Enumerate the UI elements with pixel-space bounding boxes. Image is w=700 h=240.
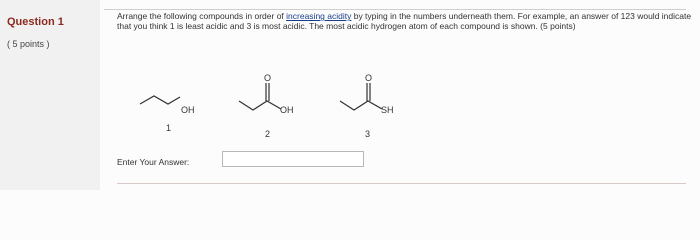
compound-3-carbonyl-o: O <box>365 73 373 83</box>
bottom-divider <box>117 183 686 184</box>
compound-2-structure <box>239 73 294 139</box>
answer-input[interactable] <box>222 151 364 167</box>
compound-2-group: OH <box>280 105 294 115</box>
prompt-text-end: by typing in the numbers underneath them. For example, an answer of 123 would indicate that you think 1 is least acidic and 3 is most acidic. The most acidic hydrogen atom of each compound is shown. (5 points) <box>117 11 692 31</box>
compound-3-group: SH <box>381 105 394 115</box>
answer-label: Enter Your Answer: <box>117 157 190 167</box>
compound-2-carbonyl-o: O <box>264 73 272 83</box>
compound-3-number: 3 <box>365 129 371 139</box>
increasing-acidity-link[interactable]: increasing acidity <box>286 11 352 21</box>
compound-3-structure <box>340 73 394 139</box>
compound-1-structure <box>140 96 195 133</box>
compound-2-number: 2 <box>265 129 271 139</box>
compound-1-group: OH <box>181 105 195 115</box>
question-number: Question 1 <box>7 16 64 28</box>
question-points: ( 5 points ) <box>7 39 50 49</box>
prompt-text-start: Arrange the following compounds in order of <box>117 11 287 21</box>
compound-1-number: 1 <box>166 123 172 133</box>
